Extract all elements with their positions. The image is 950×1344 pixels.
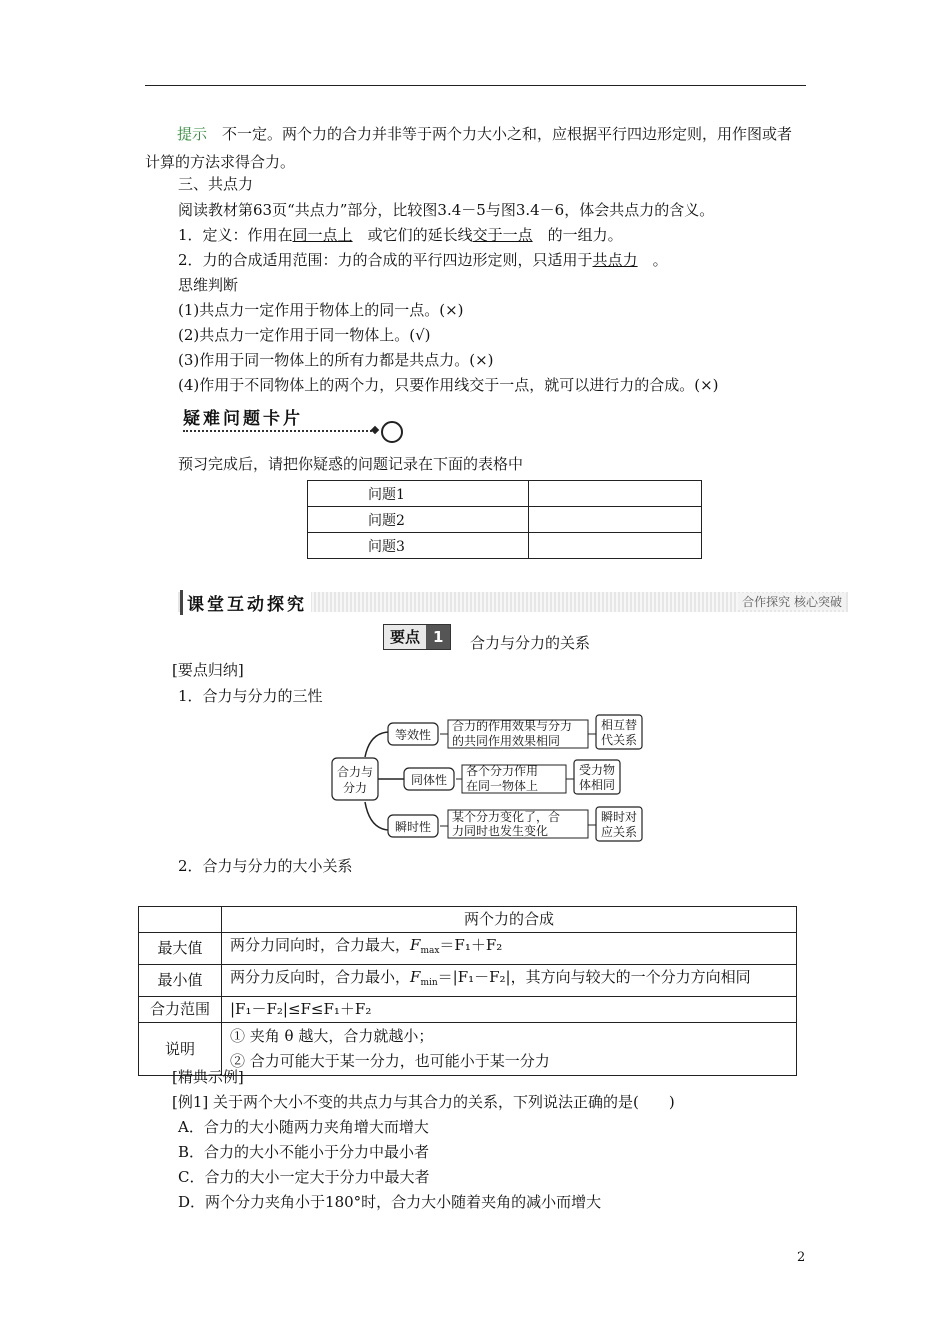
row-text: 两分力反向时，合力最小， <box>230 968 411 986</box>
branch-2-result-1: 受力物 <box>578 763 616 777</box>
formula-rest: ＝|F₁－F₂|，其方向与较大的一个分力方向相同 <box>437 968 751 986</box>
def-blank-2: 交于一点 <box>472 226 533 244</box>
branch-1-desc-2: 的共同作用效果相同 <box>452 734 561 748</box>
question-card-diamond <box>371 426 379 434</box>
table-header: 两个力的合成 <box>222 907 797 933</box>
question-card-circle-icon <box>381 421 403 443</box>
judgement-1: (1)共点力一定作用于物体上的同一点。(×) <box>178 301 464 319</box>
question-label: 问题3 <box>308 533 529 559</box>
example-question: [例1] 关于两个大小不变的共点力与其合力的关系，下列说法正确的是( ) <box>172 1093 675 1111</box>
scope-blank: 共点力 <box>592 251 638 269</box>
row-label: 说明 <box>139 1023 222 1076</box>
hint-paragraph <box>145 120 805 176</box>
formula-symbol: F <box>410 968 421 986</box>
three-properties-diagram <box>330 712 650 847</box>
formula-rest: ＝F₁＋F₂ <box>439 936 503 954</box>
branch-3-desc-2: 力同时也发生变化 <box>452 824 549 838</box>
branch-1-name: 等效性 <box>394 728 432 742</box>
branch-3-name: 瞬时性 <box>394 820 432 834</box>
row-content <box>222 933 797 965</box>
keypoint-label: 要点 <box>384 625 426 649</box>
row-text: 两分力同向时，合力最大， <box>230 936 411 954</box>
formula-subscript: max <box>420 946 440 956</box>
branch-1-result-1: 相互替 <box>600 718 638 732</box>
keypoint-badge <box>383 624 451 650</box>
question-label: 问题2 <box>308 507 529 533</box>
row-label: 最小值 <box>139 965 222 997</box>
question-answer-cell[interactable] <box>529 481 702 507</box>
connector-top <box>365 732 390 757</box>
section3-heading: 三、共点力 <box>178 175 254 193</box>
def-blank-1: 同一点上 <box>292 226 353 244</box>
table-row <box>308 507 702 533</box>
item1-title: 1．合力与分力的三性 <box>178 687 323 705</box>
class-section-title: 课堂互动探究 <box>180 590 311 615</box>
def-suffix: 的一组力。 <box>547 226 623 244</box>
row-content <box>222 1023 797 1076</box>
note-1: ① 夹角 θ 越大，合力就越小； <box>230 1027 434 1045</box>
summary-label: [要点归纳] <box>172 661 244 679</box>
judge-title: 思维判断 <box>178 276 239 294</box>
judgement-2: (2)共点力一定作用于同一物体上。(√) <box>178 326 431 344</box>
table-row <box>308 481 702 507</box>
scope-suffix: 。 <box>652 251 668 269</box>
question-answer-cell[interactable] <box>529 507 702 533</box>
section3-reading: 阅读教材第63页“共点力”部分，比较图3.4－5与图3.4－6，体会共点力的含义。 <box>178 201 715 219</box>
branch-3-result-1: 瞬时对 <box>600 810 638 824</box>
question-label: 问题1 <box>308 481 529 507</box>
option-a: A．合力的大小随两力夹角增大而增大 <box>178 1118 429 1136</box>
example-label: [精典示例] <box>172 1068 244 1086</box>
option-c: C．合力的大小一定大于分力中最大者 <box>178 1168 430 1186</box>
branch-2-desc-2: 在同一物体上 <box>466 779 539 793</box>
question-card-dots <box>183 430 376 432</box>
branch-3-desc-1: 某个分力变化了，合 <box>452 810 561 824</box>
formula-symbol: F <box>410 936 421 954</box>
class-section-subtitle: 合作探究 核心突破 <box>738 593 846 610</box>
center-line-2: 分力 <box>342 781 368 795</box>
judgement-3: (3)作用于同一物体上的所有力都是共点力。(×) <box>178 351 494 369</box>
row-content: |F₁－F₂|≤F≤F₁＋F₂ <box>222 997 797 1023</box>
table-row <box>139 997 797 1023</box>
question-card-title: 疑难问题卡片 <box>183 409 303 429</box>
keypoint-number: 1 <box>426 625 450 649</box>
center-line-1: 合力与 <box>336 765 374 779</box>
table-row <box>139 965 797 997</box>
branch-2-name: 同体性 <box>410 773 448 787</box>
def-prefix: 1．定义：作用在 <box>178 226 293 244</box>
page-number: 2 <box>797 1250 806 1265</box>
row-label: 最大值 <box>139 933 222 965</box>
definition-line <box>178 225 623 245</box>
scope-prefix: 2．力的合成适用范围：力的合成的平行四边形定则，只适用于 <box>178 251 593 269</box>
branch-2-desc-1: 各个分力作用 <box>466 764 539 778</box>
question-card-intro: 预习完成后，请把你疑惑的问题记录在下面的表格中 <box>178 455 524 473</box>
option-d: D．两个分力夹角小于180°时，合力大小随着夹角的减小而增大 <box>178 1193 602 1211</box>
row-label: 合力范围 <box>139 997 222 1023</box>
option-b: B．合力的大小不能小于分力中最小者 <box>178 1143 430 1161</box>
question-table <box>307 480 702 559</box>
table-row <box>308 533 702 559</box>
formula-subscript: min <box>420 978 438 988</box>
top-rule <box>145 85 806 86</box>
magnitude-table <box>138 906 797 1076</box>
branch-1-desc-1: 合力的作用效果与分力 <box>452 719 573 733</box>
keypoint-title: 合力与分力的关系 <box>470 634 591 652</box>
branch-2-result-2: 体相同 <box>578 778 616 792</box>
connector-bottom <box>365 802 390 830</box>
table-row <box>139 933 797 965</box>
row-content <box>222 965 797 997</box>
branch-3-result-2: 应关系 <box>600 825 638 839</box>
hint-label: 提示 <box>177 125 208 143</box>
judgement-4: (4)作用于不同物体上的两个力，只要作用线交于一点，就可以进行力的合成。(×) <box>178 376 719 394</box>
note-2: ② 合力可能大于某一分力，也可能小于某一分力 <box>230 1052 550 1070</box>
branch-1-result-2: 代关系 <box>600 733 638 747</box>
def-mid: 或它们的延长线 <box>367 226 473 244</box>
hint-text: 不一定。两个力的合力并非等于两个力大小之和，应根据平行四边形定则，用作图或者计算的方法求得合力。 <box>145 125 793 171</box>
item2-title: 2．合力与分力的大小关系 <box>178 857 353 875</box>
table-row <box>139 907 797 933</box>
question-answer-cell[interactable] <box>529 533 702 559</box>
scope-line <box>178 250 668 270</box>
